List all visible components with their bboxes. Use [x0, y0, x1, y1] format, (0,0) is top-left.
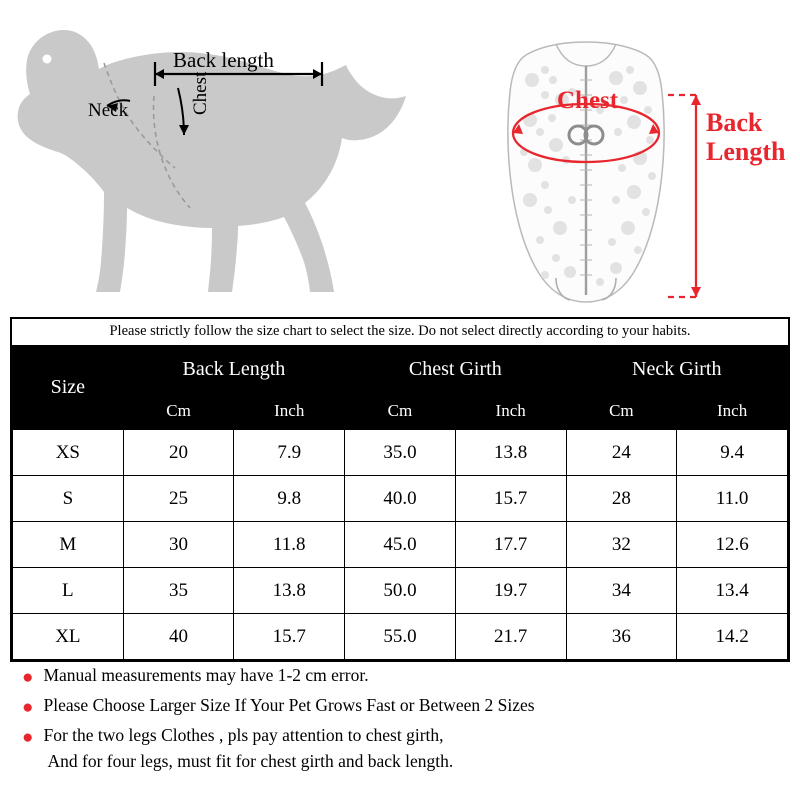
row-chest-girth-inch: 13.8 [455, 430, 566, 476]
table-subheader-row [13, 393, 788, 430]
illustration-svg [0, 0, 800, 315]
bullet-icon: ● [22, 727, 34, 748]
row-chest-girth-cm: 55.0 [345, 614, 456, 660]
row-size: XL [13, 614, 124, 660]
note-text: For the two legs Clothes , pls pay attention to chest girth, [43, 725, 444, 745]
garment-back-length-label [706, 108, 785, 166]
row-chest-girth-cm: 45.0 [345, 522, 456, 568]
header-back-length-inch: Inch [234, 393, 345, 430]
row-back-length-cm: 40 [123, 614, 234, 660]
table-row [13, 522, 788, 568]
row-neck-girth-cm: 24 [566, 430, 677, 476]
row-back-length-cm: 30 [123, 522, 234, 568]
row-chest-girth-inch: 21.7 [455, 614, 566, 660]
table-header-row [13, 346, 788, 393]
list-item [22, 665, 782, 687]
header-chest-girth: Chest Girth [345, 346, 566, 393]
row-neck-girth-inch: 11.0 [677, 476, 788, 522]
row-chest-girth-inch: 17.7 [455, 522, 566, 568]
garment-back-length-label-line1: Back [706, 108, 763, 137]
header-back-length-cm: Cm [123, 393, 234, 430]
row-neck-girth-cm: 32 [566, 522, 677, 568]
garment-chest-label: Chest [557, 87, 619, 114]
row-chest-girth-inch: 19.7 [455, 568, 566, 614]
row-back-length-cm: 20 [123, 430, 234, 476]
header-size: Size [13, 346, 124, 430]
row-neck-girth-cm: 28 [566, 476, 677, 522]
row-back-length-inch: 13.8 [234, 568, 345, 614]
dog-neck-label: Neck [88, 100, 129, 121]
dog-chest-label: Chest [190, 71, 211, 115]
bullet-icon: ● [22, 697, 34, 718]
header-chest-girth-cm: Cm [345, 393, 456, 430]
row-neck-girth-inch: 12.6 [677, 522, 788, 568]
row-size: M [13, 522, 124, 568]
table-row [13, 430, 788, 476]
list-item [22, 695, 782, 717]
row-back-length-inch: 15.7 [234, 614, 345, 660]
row-back-length-inch: 9.8 [234, 476, 345, 522]
table-row [13, 614, 788, 660]
note-text: Please Choose Larger Size If Your Pet Grows Fast or Between 2 Sizes [43, 695, 535, 715]
row-neck-girth-cm: 34 [566, 568, 677, 614]
header-neck-girth-cm: Cm [566, 393, 677, 430]
note-text-continued: And for four legs, must fit for chest girth and back length. [47, 751, 454, 771]
header-back-length: Back Length [123, 346, 344, 393]
row-chest-girth-cm: 35.0 [345, 430, 456, 476]
row-back-length-cm: 35 [123, 568, 234, 614]
row-chest-girth-cm: 40.0 [345, 476, 456, 522]
measurement-illustration [0, 0, 800, 315]
row-chest-girth-cm: 50.0 [345, 568, 456, 614]
size-chart-table [12, 319, 788, 660]
row-size: S [13, 476, 124, 522]
notes-list [22, 665, 782, 780]
header-neck-girth: Neck Girth [566, 346, 787, 393]
row-neck-girth-inch: 9.4 [677, 430, 788, 476]
note-text: Manual measurements may have 1-2 cm error. [43, 665, 369, 685]
row-neck-girth-inch: 14.2 [677, 614, 788, 660]
row-neck-girth-cm: 36 [566, 614, 677, 660]
header-chest-girth-inch: Inch [455, 393, 566, 430]
bullet-icon: ● [22, 667, 34, 688]
list-item [22, 725, 782, 772]
row-back-length-inch: 11.8 [234, 522, 345, 568]
row-back-length-inch: 7.9 [234, 430, 345, 476]
garment-back-length-measure [668, 95, 701, 297]
row-neck-girth-inch: 13.4 [677, 568, 788, 614]
header-neck-girth-inch: Inch [677, 393, 788, 430]
table-notice-row [13, 319, 788, 346]
size-chart-notice: Please strictly follow the size chart to select the size. Do not select directly according to your habits. [13, 319, 788, 346]
size-chart [10, 317, 790, 662]
row-chest-girth-inch: 15.7 [455, 476, 566, 522]
dog-back-length-label: Back length [173, 48, 274, 72]
row-size: XS [13, 430, 124, 476]
table-row [13, 476, 788, 522]
table-row [13, 568, 788, 614]
row-back-length-cm: 25 [123, 476, 234, 522]
garment-back-length-label-line2: Length [706, 137, 786, 167]
garment-illustration [508, 42, 664, 302]
row-size: L [13, 568, 124, 614]
